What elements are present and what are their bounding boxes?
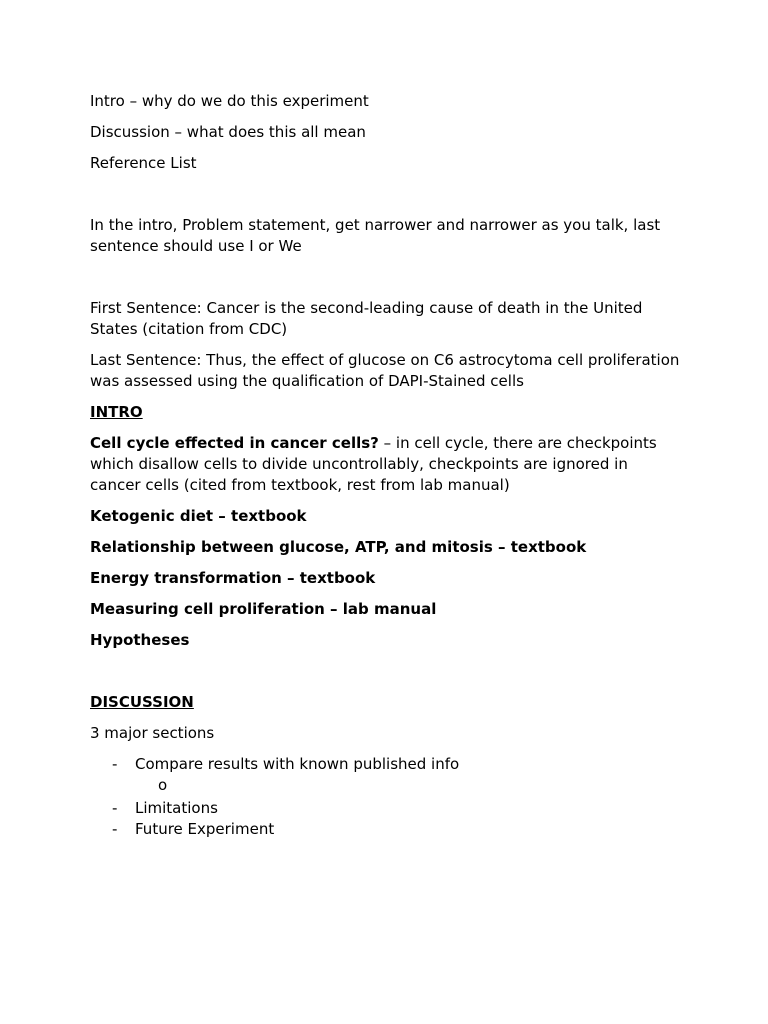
topic-measuring-proliferation: Measuring cell proliferation – lab manual (90, 600, 437, 618)
topic-ketogenic-diet: Ketogenic diet – textbook (90, 507, 307, 525)
list-item-label: Future Experiment (135, 820, 275, 838)
discussion-heading: DISCUSSION (90, 693, 194, 711)
outline-references: Reference List (90, 154, 197, 172)
bullet-dash: - (112, 820, 118, 838)
outline-discussion: Discussion – what does this all mean (90, 123, 366, 141)
list-item (90, 819, 680, 840)
spacer (90, 184, 680, 215)
list-item (90, 754, 680, 775)
topic-hypotheses: Hypotheses (90, 631, 190, 649)
bullet-dash: - (112, 755, 118, 773)
sub-bullet: o (158, 776, 168, 794)
intro-note: In the intro, Problem statement, get narrower and narrower as you talk, last sentence should use I or We (90, 216, 661, 255)
discussion-list (90, 754, 680, 840)
spacer (90, 267, 680, 298)
spacer (90, 661, 680, 692)
cell-cycle-text: – in cell cycle, there are checkpoints which disallow cells to divide uncontrollably, checkpoints are ignored in cancer cells (cited from textbook, rest from lab manual) (90, 434, 657, 494)
document-page (90, 91, 680, 840)
cell-cycle-question: Cell cycle effected in cancer cells? (90, 434, 379, 452)
first-sentence: First Sentence: Cancer is the second-leading cause of death in the United States (citation from CDC) (90, 299, 643, 338)
intro-heading: INTRO (90, 403, 143, 421)
discussion-subtitle: 3 major sections (90, 724, 215, 742)
topic-glucose-atp-mitosis: Relationship between glucose, ATP, and mitosis – textbook (90, 538, 587, 556)
cell-cycle-paragraph (90, 433, 680, 496)
list-item (90, 798, 680, 819)
topic-energy-transformation: Energy transformation – textbook (90, 569, 376, 587)
outline-intro: Intro – why do we do this experiment (90, 92, 369, 110)
list-item-label: Compare results with known published info (135, 755, 460, 773)
list-item-label: Limitations (135, 799, 218, 817)
last-sentence: Last Sentence: Thus, the effect of glucose on C6 astrocytoma cell proliferation was assessed using the qualification of DAPI-Stained cells (90, 351, 680, 390)
bullet-dash: - (112, 799, 118, 817)
